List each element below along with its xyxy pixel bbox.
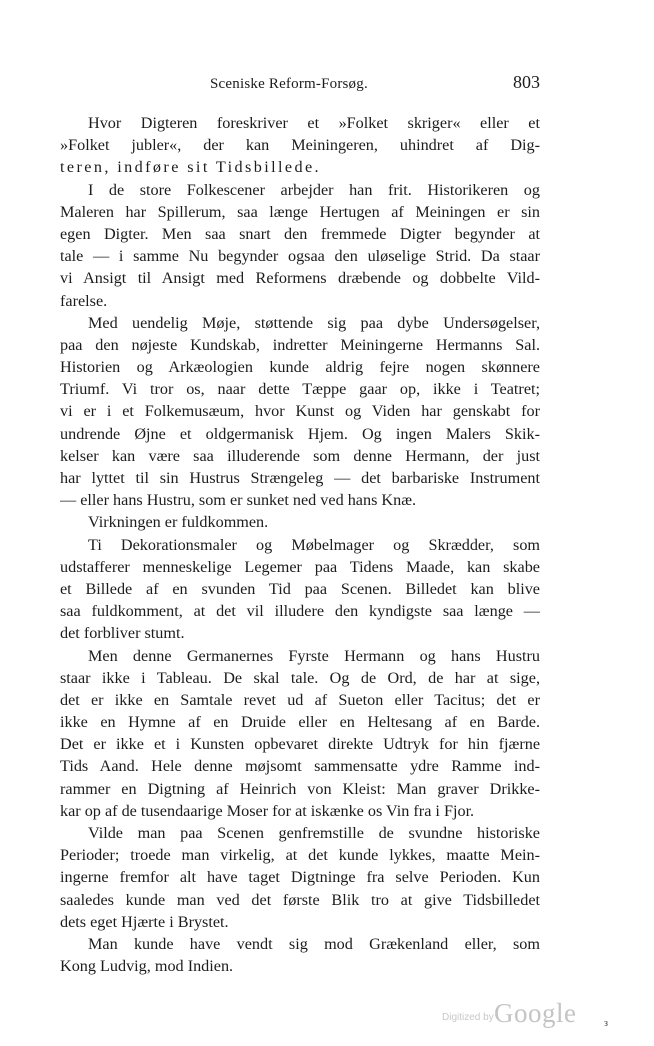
text-line: saa fuldkomment, at det vil illudere den kyndigste saa længe — [60,602,540,621]
text-line: vi er i et Folkemusæum, hvor Kunst og Viden har genskabt for [60,402,540,421]
body-text [60,112,540,977]
text-line: Kong Ludvig, mod Indien. [60,957,234,976]
text-line: staar ikke i Tableau. De skal tale. Og de Ord, de har at sige, [60,668,540,687]
text-line: vi Ansigt til Ansigt med Reformens dræbende og dobbelte Vild- [60,269,540,288]
text-line: saaledes kunde man ved det første Blik tro at give Tidsbilledet [60,890,540,909]
digitized-by-google-watermark [442,1000,612,1032]
corner-mark: з [604,1018,608,1029]
text-line: Perioder; troede man virkelig, at det kunde lykkes, maatte Mein- [60,846,540,865]
text-line: kelser kan være saa illuderende som denne Hermann, der just [60,446,540,465]
text-line: rammer en Digtning af Heinrich von Kleist: Man graver Drikke- [60,779,540,798]
text-line: undrende Øjne et oldgermanisk Hjem. Og ingen Malers Skik- [60,424,540,443]
text-line: paa den nøjeste Kundskab, indretter Meiningerne Hermanns Sal. [60,335,540,354]
running-title: Sceniske Reform-Forsøg. [210,76,368,92]
text-line: Triumf. Vi tror os, naar dette Tæppe gaar op, ikke i Teatret; [60,380,540,399]
text-line: ikke en Hymne af en Druide eller en Heltesang af en Barde. [60,713,540,732]
text-line: I de store Folkescener arbejder han frit. Historikeren og [88,180,540,199]
page-number: 803 [513,72,540,92]
text-line: Historien og Arkæologien kunde aldrig fejre nogen skønnere [60,358,540,377]
text-line: Man kunde have vendt sig mod Grækenland eller, som [88,934,540,953]
text-line: et Billede af en svunden Tid paa Scenen. Billedet kan blive [60,579,540,598]
text-line: Maleren har Spillerum, saa længe Hertugen af Meiningen er sin [60,202,540,221]
text-line: farelse. [60,291,108,310]
text-line: tale — i samme Nu begynder ogsaa den uløselige Strid. Da staar [60,247,540,266]
text-line: Tids Aand. Hele denne møjsomt sammensatte ydre Ramme ind- [60,757,540,776]
text-line: ingerne fremfor alt have taget Digtninge fra selve Perioden. Kun [60,868,540,887]
text-line: Vilde man paa Scenen genfremstille de svundne historiske [88,824,540,842]
running-header [60,72,540,100]
text-line: udstafferer menneskelige Legemer paa Tidens Maade, kan skabe [60,557,540,576]
text-line: Med uendelig Møje, støttende sig paa dybe Undersøgelser, [88,313,540,332]
text-line: egen Digter. Men saa snart den fremmede Digter begynder at [60,224,540,243]
google-wordmark: Google [494,998,577,1028]
text-line: har lyttet til sin Hustrus Strængeleg — det barbariske Instrument [60,469,540,487]
text-line: Virkningen er fuldkommen. [88,513,269,532]
text-line: Ti Dekorationsmaler og Møbelmager og Skrædder, som [88,535,540,554]
digitized-by-label: Digitized by [442,1012,494,1023]
text-line: teren, indføre sit Tidsbillede. [60,158,321,177]
text-line: »Folket jubler«, der kan Meiningeren, uhindret af Dig- [60,136,540,155]
text-line: dets eget Hjærte i Brystet. [60,912,229,931]
text-line: Men denne Germanernes Fyrste Hermann og hans Hustru [88,646,540,665]
text-line: det er ikke en Samtale revet ud af Sueton eller Tacitus; det er [60,690,540,709]
text-line: Hvor Digteren foreskriver et »Folket skriger« eller et [88,114,540,132]
text-line: Det er ikke et i Kunsten opbevaret direkte Udtryk for hin fjærne [60,735,540,754]
text-line: kar op af de tusendaarige Moser for at iskænke os Vin fra i Fjor. [60,801,475,820]
text-line: — eller hans Hustru, som er sunket ned ved hans Knæ. [60,491,417,510]
text-line: det forbliver stumt. [60,624,185,643]
